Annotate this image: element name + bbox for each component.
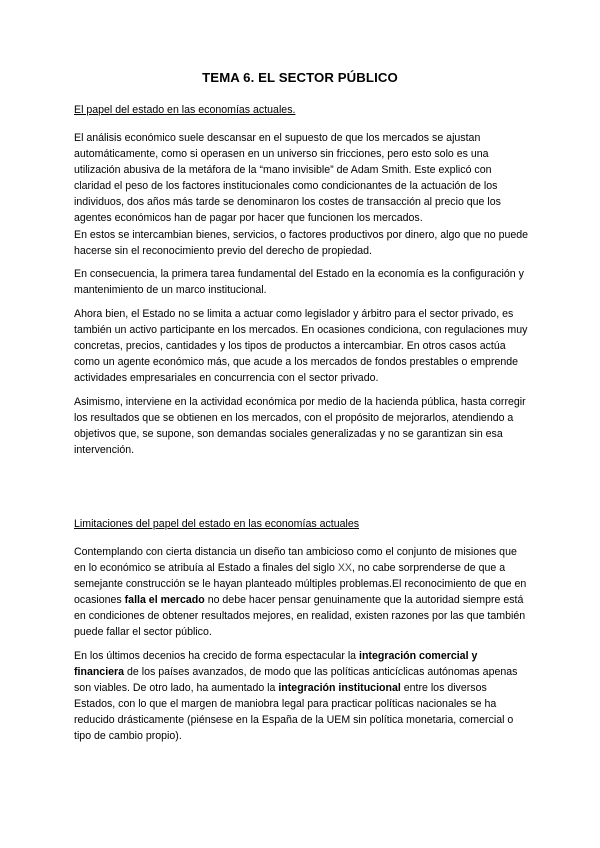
paragraph-estado-participante: Ahora bien, el Estado no se limita a actuar como legislador y árbitro para el sector privado, es también un activo participante en los mercados. En ocasiones condiciona, con regulaciones muy concretas, precios, cantidades y los tipos de productos a intercambiar. En otros casos actúa como un agente económico más, que acude a los mercados de fondos prestables o emprende actividades empresariales en concurrencia con el sector privado. (74, 308, 528, 385)
text-run: Contemplando con cierta distancia un diseño tan ambicioso como el conjunto de misiones que en lo económico se atribuía al Estado a finales del siglo (74, 546, 517, 575)
heading-period: . (292, 104, 296, 116)
century-numeral: XX (337, 562, 352, 575)
bold-term-integracion-comercial: integración comercial y financiera (74, 650, 478, 679)
section-heading-papel-estado (74, 104, 295, 116)
text-run: , no cabe sorprenderse de que a semejante construcción se le hayan planteado múltiples problemas.El reconocimiento de que en ocasiones (74, 562, 527, 607)
section-heading-limitaciones: Limitaciones del papel del estado en las economías actuales (74, 518, 360, 530)
text-run: no debe hacer pensar genuinamente que la autoridad siempre está en condiciones de obtener resultados mejores, en realidad, existen razones por las que también puede fallar el sector público. (74, 594, 526, 639)
paragraph-consecuencia: En consecuencia, la primera tarea fundamental del Estado en la economía es la configuración y mantenimiento de un marco institucional. (74, 268, 524, 297)
bold-term-falla-mercado: falla el mercado (124, 594, 205, 607)
paragraph-fallos-mercado (74, 544, 530, 641)
text-run: de los países avanzados, de modo que las políticas anticíclicas autónomas apenas son viables. De otro lado, ha aumentado la (74, 666, 518, 695)
paragraph-hacienda-publica: Asimismo, interviene en la actividad económica por medio de la hacienda pública, hasta corregir los resultados que se obtienen en los mercados, con el propósito de mejorarlos, atendiendo a objetivos que, se supone, son demandas sociales generalizadas y no se garantizan sin esa intervención. (74, 396, 526, 457)
text-run: En los últimos decenios ha crecido de forma espectacular la (74, 650, 360, 662)
document-title: TEMA 6. EL SECTOR PÚBLICO (202, 70, 398, 85)
paragraph-analisis-economico: El análisis económico suele descansar en el supuesto de que los mercados se ajustan automáticamente, como si operasen en un universo sin fricciones, pero esto solo es una utilización abusiva de la metáfora de la “mano invisible” de Adam Smith. Este explicó con claridad el peso de los factores institucionales como condicionantes de la actuación de los individuos, dos años más tarde se denominaron los costes de transacción al precio que los agentes económicos han de pagar por hacer que funcionen los mercados. (74, 132, 501, 225)
paragraph-integracion (74, 648, 530, 745)
section-heading-text: El papel del estado en las economías actuales (74, 104, 293, 116)
text-run: entre los diversos Estados, con lo que el margen de maniobra legal para practicar políticas nacionales se ha reducido drásticamente (piénsese en la España de la UEM sin política monetaria, comercial o tipo de cambio propio). (74, 682, 514, 743)
paragraph-intercambio: En estos se intercambian bienes, servicios, o factores productivos por dinero, algo que no puede hacerse sin el reconocimiento previo del derecho de propiedad. (74, 229, 529, 258)
bold-term-integracion-institucional: integración institucional (278, 682, 401, 695)
